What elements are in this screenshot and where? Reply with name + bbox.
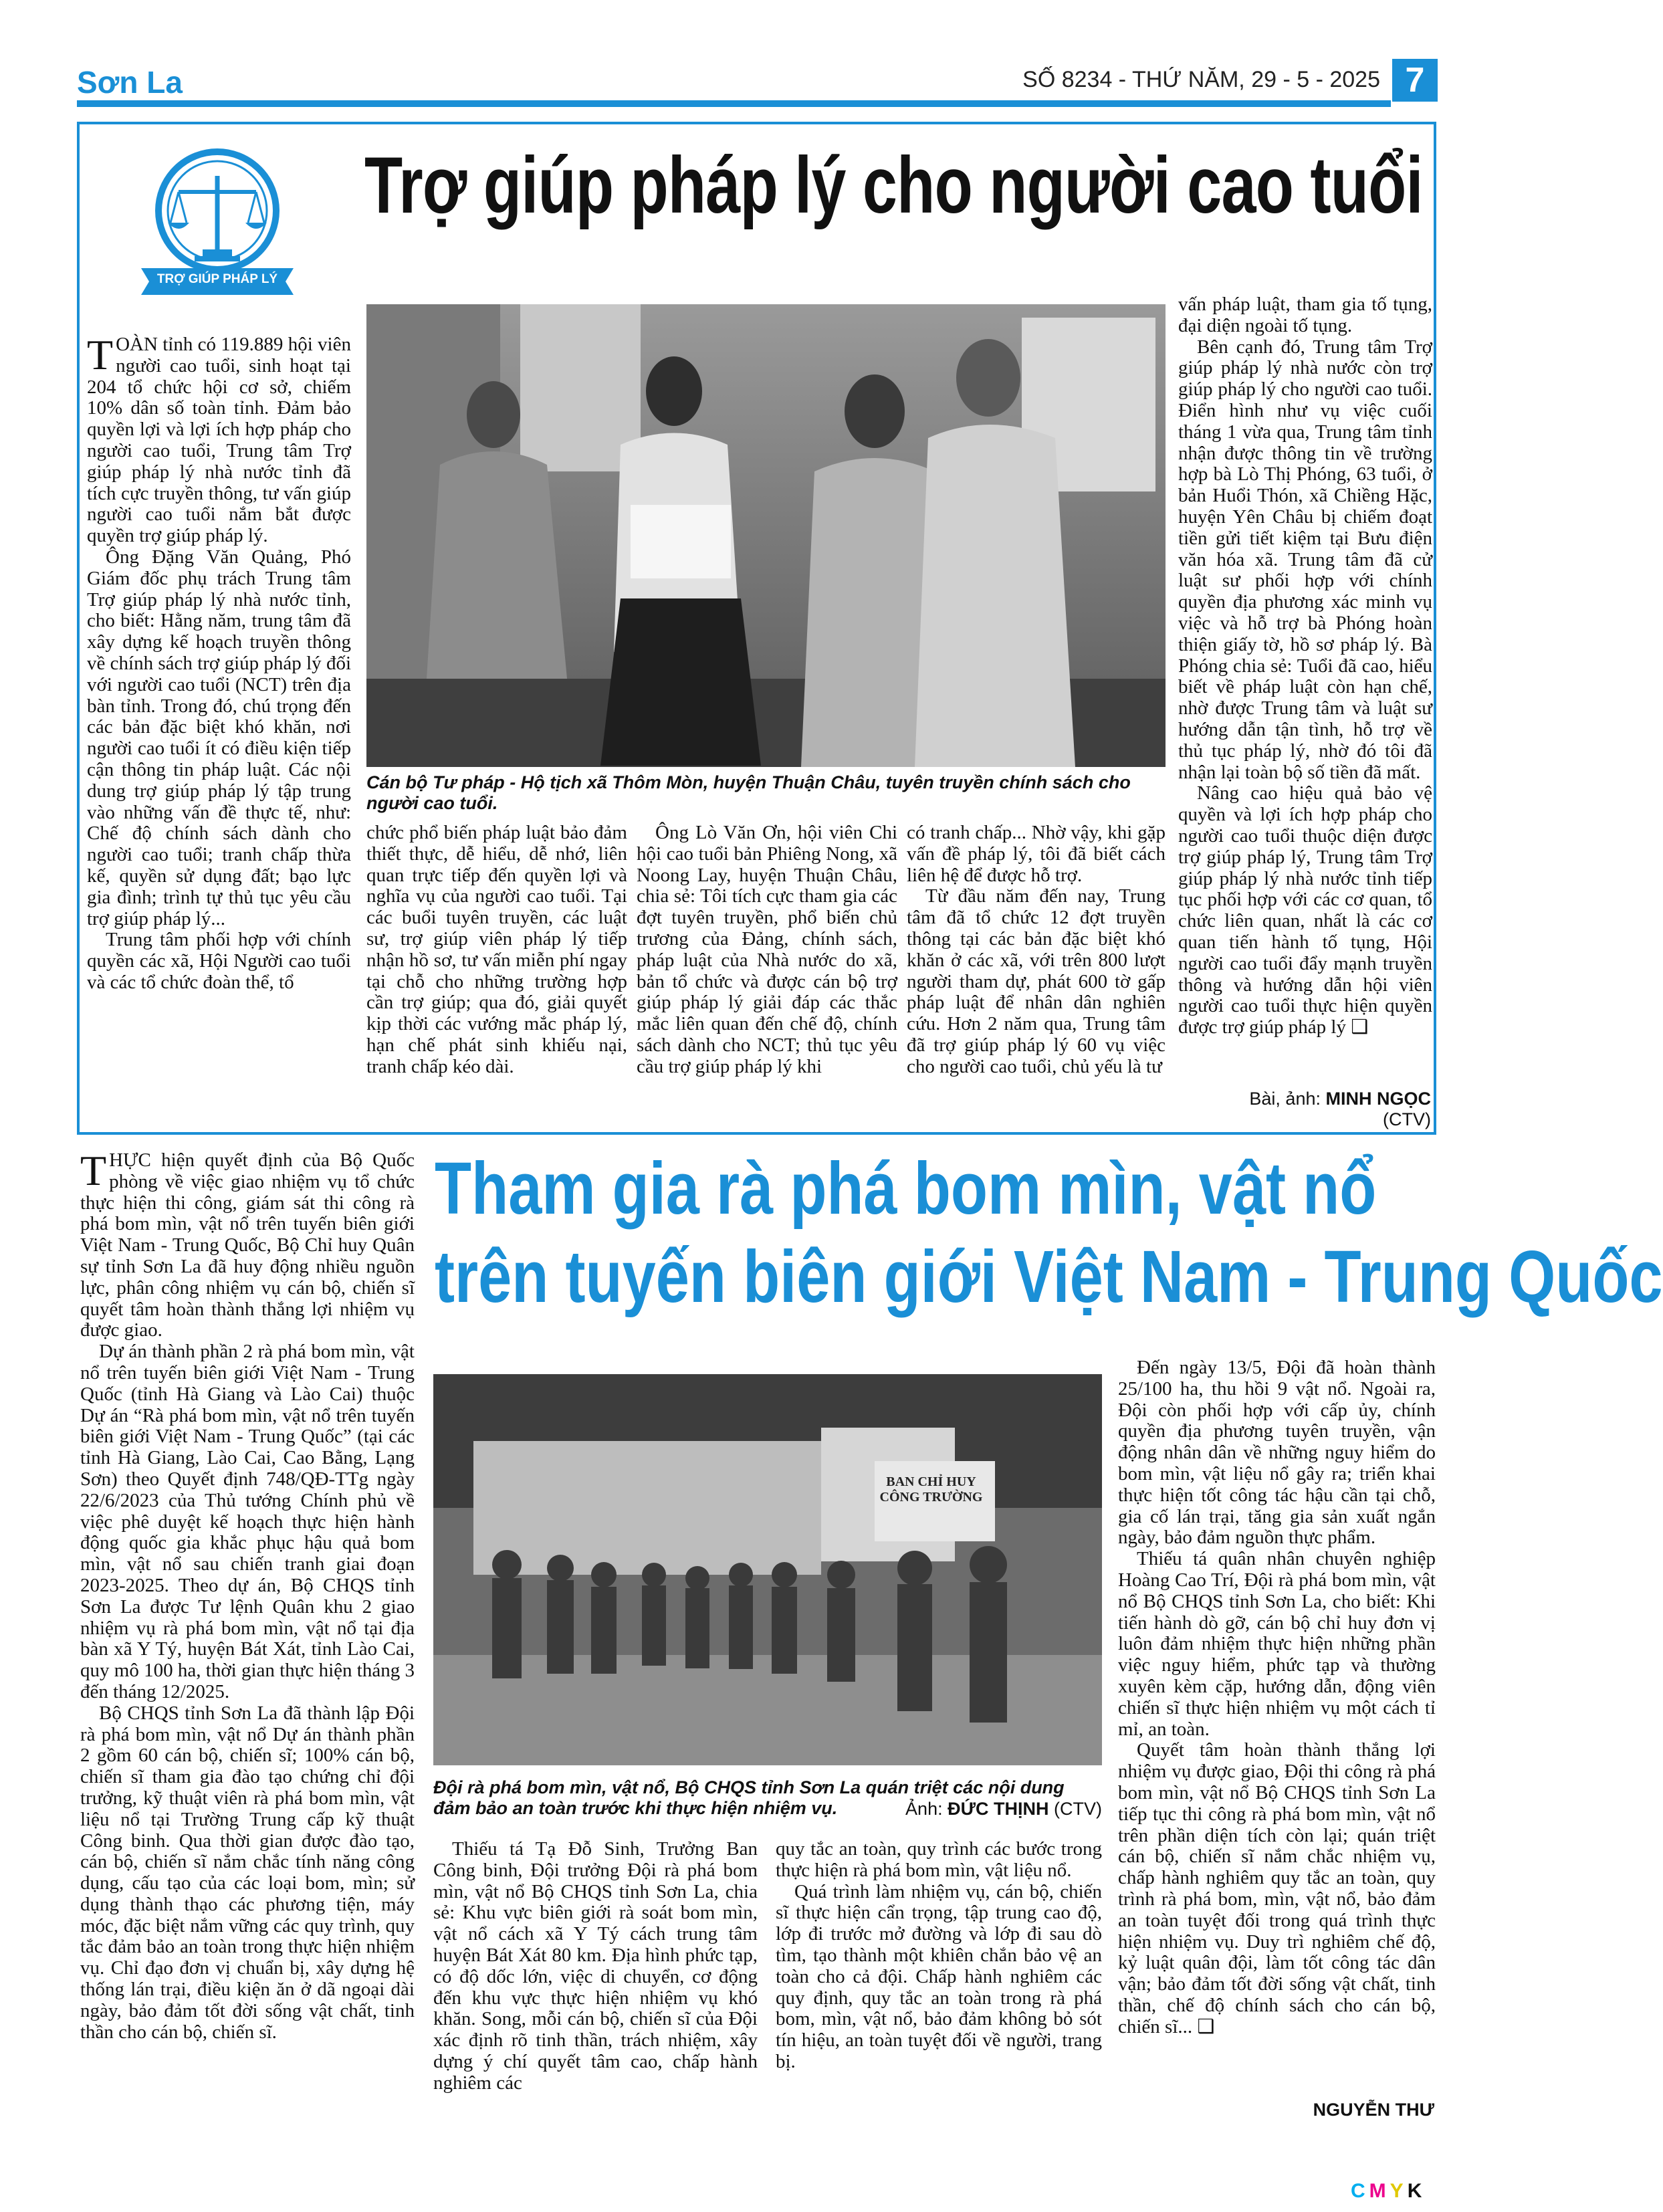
article1-col3: [637, 822, 897, 1078]
section-name: Sơn La: [77, 65, 183, 100]
author-name: MINH NGỌC: [1325, 1089, 1431, 1109]
paragraph: Nâng cao hiệu quả bảo vệ quyền và lợi ích hợp pháp cho người cao tuổi thuộc diện được trợ giúp pháp lý, Trung tâm Trợ giúp pháp lý nhà nước tỉnh tiếp tục phối hợp với các cơ quan, tổ chức liên quan, nhất là các cơ quan tiến hành tố tụng, Hội người cao tuổi đẩy mạnh truyền thông và hướng dẫn hội viên người cao tuổi thực hiện quyền được trợ giúp pháp lý ❑: [1178, 782, 1432, 1038]
cyan-mark: C: [1351, 2180, 1369, 2202]
article2-photo-credit: Ảnh: ĐỨC THỊNH (CTV): [905, 1799, 1102, 1819]
paragraph: quy tắc an toàn, quy trình các bước trong thực hiện rà phá bom mìn, vật liệu nổ.: [776, 1838, 1102, 1881]
header-rule: [77, 100, 1391, 107]
article2-title-line2: trên tuyến biên giới Việt Nam - Trung Quốc: [435, 1236, 1663, 1318]
cmyk-marks: [1351, 2180, 1426, 2203]
paragraph: Thiếu tá quân nhân chuyên nghiệp Hoàng Cao Trí, Đội rà phá bom mìn, vật nổ Bộ CHQS tỉnh Sơn La, cho biết: Khi tiến hành dò gỡ, cán bộ chỉ huy đơn vị luôn đảm nhiệm thực hiện những phần việc nguy hiểm, phức tạp và thường xuyên kèm cặp, hướng dẫn, động viên chiến sĩ thực hiện nhiệm vụ một cách tỉ mỉ, an toàn.: [1118, 1548, 1436, 1740]
magenta-mark: M: [1369, 2180, 1390, 2202]
article2-title: [435, 1145, 1663, 1321]
dropcap: T: [87, 331, 114, 378]
yellow-mark: Y: [1390, 2180, 1408, 2202]
paragraph: Thiếu tá Tạ Đỗ Sinh, Trưởng Ban Công binh, Đội trưởng Đội rà phá bom mìn, vật nổ Bộ CHQS tỉnh Sơn La, chia sẻ: Khu vực biên giới rà soát bom mìn, vật nổ cách xã Y Tý cách trung tâm huyện Bát Xát 80 km. Địa hình phức tạp, có độ dốc lớn, việc di chuyển, cơ động đến khu vực thực hiện nhiệm vụ khó khăn. Song, mỗi cán bộ, chiến sĩ của Đội xác định rõ tinh thần, trách nhiệm, xây dựng ý chí quyết tâm cao, chấp hành nghiêm các: [433, 1838, 758, 2094]
page-number: 7: [1392, 59, 1438, 102]
paragraph: Bên cạnh đó, Trung tâm Trợ giúp pháp lý nhà nước còn trợ giúp pháp lý cho người cao tuổi. Điển hình như vụ việc cuối tháng 1 vừa qua, Trung tâm tỉnh nhận được thông tin về trường hợp bà Lò Thị Phóng, 63 tuổi, ở bản Huổi Thón, xã Chiềng Hặc, huyện Yên Châu bị chiếm đoạt tiền gửi tiết kiệm tại Bưu điện văn hóa xã. Trung tâm đã cử luật sư phối hợp với chính quyền địa phương xác minh vụ việc và hỗ trợ bà Phóng hoàn thiện giấy tờ, hồ sơ pháp lý. Bà Phóng chia sẻ: Tuổi đã cao, hiểu biết về pháp luật còn hạn chế, nhờ được Trung tâm và luật sư hướng dẫn tận tình, hỗ trợ về thủ tục pháp lý, nhờ đó tôi đã nhận lại toàn bộ số tiền đã mất.: [1178, 336, 1432, 783]
article1-col1: [87, 331, 351, 994]
paragraph: TOÀN tỉnh có 119.889 hội viên người cao tuổi, sinh hoạt tại 204 tổ chức hội cơ sở, chiếm 10% dân số toàn tỉnh. Đảm bảo quyền lợi và lợi ích hợp pháp cho người cao tuổi, Trung tâm Trợ giúp pháp lý nhà nước tỉnh đã tích cực truyền thông, tư vấn giúp người cao tuổi nắm bắt được quyền trợ giúp pháp lý.: [87, 331, 351, 547]
paragraph: Quá trình làm nhiệm vụ, cán bộ, chiến sĩ thực hiện cẩn trọng, tập trung cao độ, lớp đi trước mở đường và lớp đi sau dò tìm, tạo thành một khiên chắn bảo vệ an toàn cho cả đội. Chấp hành nghiêm các quy định, quy tắc an toàn trong rà phá bom, mìn, vật nổ, bảo đảm không bỏ sót tín hiệu, an toàn tuyệt đối về người, trang bị.: [776, 1880, 1102, 2072]
paragraph: Đến ngày 13/5, Đội đã hoàn thành 25/100 ha, thu hồi 9 vật nổ. Ngoài ra, Đội còn phối hợp với cấp ủy, chính quyền địa phương tuyên truyền, vận động nhân dân về những nguy hiểm do bom mìn, vật liệu nổ gây ra; triển khai thực hiện tốt công tác hậu cần tại chỗ, gia cố lán trại, tăng gia sản xuất ngắn ngày, bảo đảm nguồn thực phẩm.: [1118, 1357, 1436, 1549]
scales-icon: [117, 144, 318, 318]
paragraph: Bộ CHQS tỉnh Sơn La đã thành lập Đội rà phá bom mìn, vật nổ Dự án thành phần 2 gồm 60 cán bộ, chiến sĩ; 100% cán bộ, chiến sĩ tham gia đào tạo chứng chỉ đội trưởng, kỹ thuật viên rà phá bom mìn, vật liệu nổ tại Trường Trung cấp kỹ thuật Công binh. Qua thời gian được đào tạo, cán bộ, chiến sĩ nắm chắc tính năng công dụng, cấu tạo của các loại bom, mìn; sử dụng thành thạo các phương tiện, máy móc, đặc biệt nắm vững các quy trình, quy tắc đảm bảo an toàn trong thực hiện nhiệm vụ. Chỉ đạo đơn vị chuẩn bị, xây dựng hệ thống lán trại, điều kiện ăn ở dã ngoại dài ngày, bảo đảm tốt đời sống vật chất, tinh thần cho cán bộ, chiến sĩ.: [80, 1702, 415, 2043]
issue-info: SỐ 8234 - THỨ NĂM, 29 - 5 - 2025: [1022, 67, 1380, 92]
paragraph: Ông Lò Văn Ơn, hội viên Chi hội cao tuổi bản Phiêng Nong, xã Noong Lay, huyện Thuận Châu, chia sẻ: Tôi tích cực tham gia các đợt tuyên truyền, phổ biến chủ trương của Đảng, chính sách, pháp luật của Nhà nước do xã, bản tổ chức và được cán bộ trợ giúp pháp lý giải đáp các thắc mắc liên quan đến chế độ, chính sách dành cho NCT; thủ tục yêu cầu trợ giúp pháp lý khi: [637, 822, 897, 1077]
paragraph: Từ đầu năm đến nay, Trung tâm đã tổ chức 12 đợt truyền thông tại các bản đặc biệt khó khăn ở các xã, với trên 800 lượt người tham dự, phát 600 tờ gấp pháp luật để nhân dân nghiên cứu. Hơn 2 năm qua, Trung tâm đã trợ giúp pháp lý 60 vụ việc cho người cao tuổi, chủ yếu là tư: [907, 885, 1166, 1077]
paragraph: chức phổ biến pháp luật bảo đảm thiết thực, dễ hiểu, dễ nhớ, liên quan trực tiếp đến quyền lợi và nghĩa vụ của người cao tuổi. Tại các buổi tuyên truyền, các luật sư, trợ giúp viên pháp lý tiếp nhận hồ sơ, tư vấn miễn phí ngay tại chỗ cho những trường hợp cần trợ giúp; qua đó, giải quyết kịp thời các vướng mắc pháp lý, hạn chế phát sinh khiếu nại, tranh chấp kéo dài.: [366, 822, 627, 1077]
article2-caption: Đội rà phá bom mìn, vật nổ, Bộ CHQS tỉnh Sơn La quán triệt các nội dung đảm bảo an toàn trước khi thực hiện nhiệm vụ.: [433, 1777, 1065, 1818]
article2-col3: [776, 1839, 1102, 2073]
article1-col5: [1178, 294, 1432, 1038]
photographer-name: ĐỨC THỊNH: [948, 1799, 1049, 1819]
paragraph: vấn pháp luật, tham gia tố tụng, đại diện ngoài tố tụng.: [1178, 294, 1432, 336]
black-mark: K: [1407, 2180, 1426, 2202]
article2-col4: [1118, 1357, 1436, 2038]
article1-caption: Cán bộ Tư pháp - Hộ tịch xã Thôm Mòn, huyện Thuận Châu, tuyên truyền chính sách cho người cao tuổi.: [366, 772, 1131, 813]
legal-aid-logo: [117, 144, 318, 318]
paragraph: Quyết tâm hoàn thành thắng lợi nhiệm vụ được giao, Đội thi công rà phá bom mìn, vật nổ Bộ CHQS tỉnh Sơn La tiếp tục thi công rà phá bom mìn, vật nổ trên phần diện tích còn lại; quán triệt cán bộ, chiến sĩ nắm chắc nhiệm vụ, chấp hành nghiêm quy tắc an toàn, quy trình rà phá bom, mìn, vật nổ, bảo đảm an toàn tuyệt đối trong quá trình thực hiện nhiệm vụ. Duy trì nghiêm chế độ, kỷ luật quân đội, làm tốt công tác dân vận; bảo đảm tốt đời sống vật chất, tinh thần, chế độ chính sách cho cán bộ, chiến sĩ... ❑: [1118, 1739, 1436, 2037]
article2-col2: [433, 1839, 758, 2094]
paragraph: THỰC hiện quyết định của Bộ Quốc phòng về việc giao nhiệm vụ tổ chức thực hiện thi công, giám sát thi công rà phá bom mìn, vật nổ trên tuyến biên giới Việt Nam - Trung Quốc, Bộ Chỉ huy Quân sự tỉnh Sơn La đã huy động nhiều nguồn lực, phân công nhiệm vụ cán bộ, chiến sĩ quyết tâm hoàn thành thắng lợi nhiệm vụ được giao.: [80, 1147, 415, 1341]
article1-title: Trợ giúp pháp lý cho người cao tuổi: [364, 140, 1423, 230]
article1-col2: [366, 822, 627, 1078]
paragraph: Ông Đặng Văn Quảng, Phó Giám đốc phụ trách Trung tâm Trợ giúp pháp lý nhà nước tỉnh, cho biết: Hằng năm, trung tâm đã xây dựng kế hoạch truyền thông về chính sách trợ giúp pháp lý đối với người cao tuổi (NCT) trên địa bàn tỉnh. Trong đó, chú trọng đến các bản đặc biệt khó khăn, nơi người cao tuổi ít có điều kiện tiếp cận thông tin pháp luật. Các nội dung trợ giúp pháp lý tập trung vào những vấn đề thực tế, như: Chế độ chính sách dành cho người cao tuổi; tranh chấp thừa kế, quyền sử dụng đất; bạo lực gia đình; trình tự thủ tục yêu cầu trợ giúp pháp lý...: [87, 546, 351, 929]
paragraph: có tranh chấp... Nhờ vậy, khi gặp vấn đề pháp lý, tôi đã biết cách liên hệ để được hỗ trợ.: [907, 822, 1166, 886]
dropcap: T: [80, 1147, 107, 1194]
article1-col4: [907, 822, 1166, 1078]
article2-title-line1: Tham gia rà phá bom mìn, vật nổ: [435, 1147, 1377, 1230]
paragraph: Dự án thành phần 2 rà phá bom mìn, vật nổ trên tuyến biên giới Việt Nam - Trung Quốc (tỉnh Hà Giang và Lào Cai) thuộc Dự án “Rà phá bom mìn, vật nổ trên tuyến biên giới Việt Nam - Trung Quốc” (tại các tỉnh Hà Giang, Lào Cai, Cao Bằng, Lạng Sơn) theo Quyết định 748/QĐ-TTg ngày 22/6/2023 của Thủ tướng Chính phủ về việc phê duyệt kế hoạch thực hiện hành động quốc gia khắc phục hậu quả bom mìn, vật nổ sau chiến tranh giai đoạn 2023-2025. Theo dự án, Bộ CHQS tỉnh Sơn La được Tư lệnh Quân khu 2 giao nhiệm vụ rà phá bom mìn, vật nổ tại địa bàn xã Y Tý, huyện Bát Xát, tỉnh Lào Cai, quy mô 100 ha, thời gian thực hiện tháng 3 đến tháng 12/2025.: [80, 1341, 415, 1702]
article2-photo: [433, 1374, 1102, 1765]
article1-byline: Bài, ảnh: MINH NGỌC (CTV): [1249, 1089, 1431, 1129]
command-board: BAN CHỈ HUY CÔNG TRƯỜNG: [879, 1474, 983, 1505]
paragraph: Trung tâm phối hợp với chính quyền các xã, Hội Người cao tuổi và các tổ chức đoàn thể, tổ: [87, 929, 351, 993]
article2-byline: NGUYỄN THƯ: [1313, 2100, 1434, 2120]
article1-photo: [366, 304, 1166, 767]
logo-label: TRỢ GIÚP PHÁP LÝ: [156, 272, 278, 286]
article2-col1: [80, 1147, 415, 2043]
